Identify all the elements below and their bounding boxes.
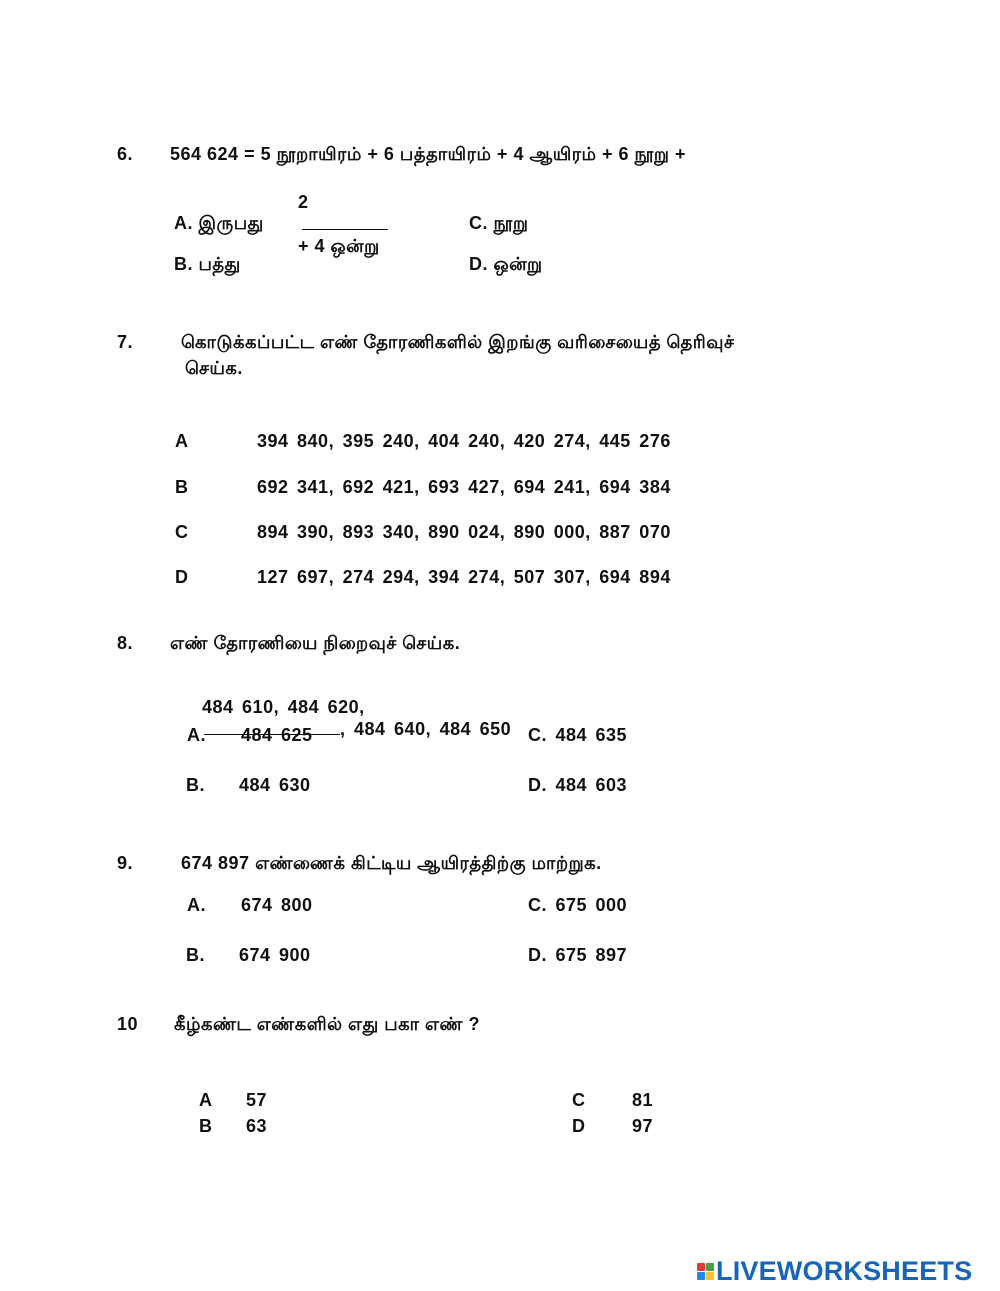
q10-option-d-letter[interactable]: D: [572, 1116, 586, 1136]
q6-option-b[interactable]: B. பத்து: [174, 254, 241, 274]
q6-option-d[interactable]: D. ஒன்று: [469, 254, 543, 274]
q8-option-b-value: 484 630: [239, 775, 311, 795]
q6-number: 6.: [117, 144, 134, 164]
q6-option-a[interactable]: A. இருபது: [174, 213, 264, 233]
q8-option-a-value: 484 625: [241, 725, 313, 745]
q9-option-c[interactable]: C. 675 000: [528, 895, 628, 915]
q7-option-c-value: 894 390, 893 340, 890 024, 890 000, 887 070: [257, 522, 671, 542]
q7-option-a-letter[interactable]: A: [175, 431, 189, 451]
q8-sequence: [185, 674, 511, 740]
q10-option-d-value: 97: [632, 1116, 654, 1136]
q9-question: 674 897 எண்ணைக் கிட்டிய ஆயிரத்திற்கு மாற்றுக.: [181, 853, 602, 873]
q7-line1: கொடுக்கப்பட்ட எண் தோரணிகளில் இறங்கு வரிசையைத் தெரிவுச்: [181, 332, 735, 352]
q9-option-b-letter[interactable]: B.: [186, 945, 205, 965]
liveworksheets-text: LIVEWORKSHEETS: [716, 1256, 973, 1286]
q9-option-d[interactable]: D. 675 897: [528, 945, 628, 965]
q7-option-d-value: 127 697, 274 294, 394 274, 507 307, 694 894: [257, 567, 671, 587]
q7-option-c-letter[interactable]: C: [175, 522, 189, 542]
q7-option-b-value: 692 341, 692 421, 693 427, 694 241, 694 384: [257, 477, 671, 497]
q7-option-b-letter[interactable]: B: [175, 477, 189, 497]
q9-number: 9.: [117, 853, 134, 873]
q8-question: எண் தோரணியை நிறைவுச் செய்க.: [170, 633, 461, 653]
liveworksheets-watermark: [697, 1256, 972, 1286]
q6-option-c[interactable]: C. நூறு: [469, 213, 529, 233]
logo-cell: [697, 1272, 705, 1280]
q10-number: 10: [117, 1014, 139, 1034]
q6-answer-blank[interactable]: [302, 213, 388, 230]
q7-option-a-value: 394 840, 395 240, 404 240, 420 274, 445 276: [257, 431, 671, 451]
q8-number: 8.: [117, 633, 134, 653]
logo-cell: [706, 1272, 714, 1280]
q7-line2: செய்க.: [185, 358, 243, 378]
q9-option-b-value: 674 900: [239, 945, 311, 965]
q8-seq-after: , 484 640, 484 650: [340, 719, 512, 739]
q9-option-a-value: 674 800: [241, 895, 313, 915]
q8-option-b-letter[interactable]: B.: [186, 775, 205, 795]
q6-line2: [287, 169, 392, 257]
q9-option-a-letter[interactable]: A.: [187, 895, 206, 915]
q8-option-d[interactable]: D. 484 603: [528, 775, 628, 795]
q6-line2-suffix: + 4 ஒன்று: [298, 236, 380, 256]
q6-line1: 564 624 = 5 நூறாயிரம் + 6 பத்தாயிரம் + 4 ஆயிரம் + 6 நூறு +: [170, 144, 686, 164]
q10-option-b-letter[interactable]: B: [199, 1116, 213, 1136]
q10-option-b-value: 63: [246, 1116, 268, 1136]
q6-line2-prefix: 2: [298, 192, 309, 212]
q10-option-a-letter[interactable]: A: [199, 1090, 213, 1110]
q10-question: கீழ்கண்ட எண்களில் எது பகா எண் ?: [174, 1014, 480, 1034]
q7-number: 7.: [117, 332, 134, 352]
liveworksheets-logo-icon: [697, 1263, 714, 1280]
logo-cell: [697, 1263, 705, 1271]
q8-seq-before: 484 610, 484 620,: [202, 697, 365, 717]
q10-option-c-value: 81: [632, 1090, 654, 1110]
q8-option-c[interactable]: C. 484 635: [528, 725, 628, 745]
q7-option-d-letter[interactable]: D: [175, 567, 189, 587]
logo-cell: [706, 1263, 714, 1271]
q10-option-a-value: 57: [246, 1090, 268, 1110]
q10-option-c-letter[interactable]: C: [572, 1090, 586, 1110]
q8-option-a-letter[interactable]: A.: [187, 725, 206, 745]
